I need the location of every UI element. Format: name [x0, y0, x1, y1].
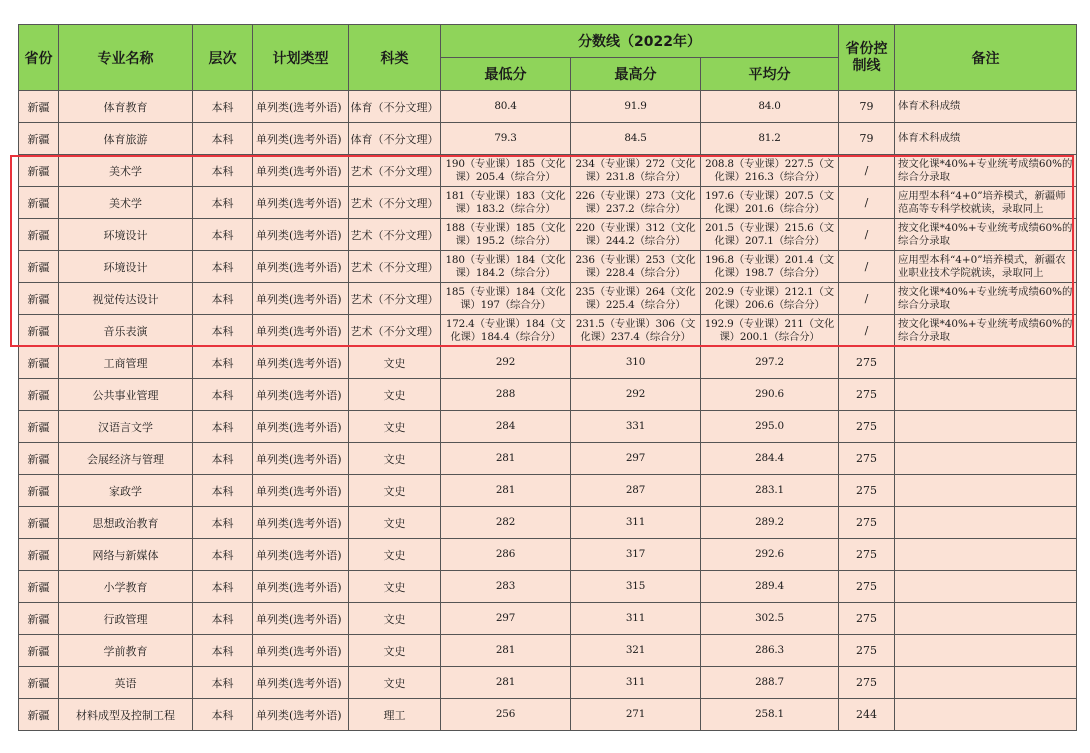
- cell-province: 新疆: [19, 347, 59, 379]
- cell-province: 新疆: [19, 187, 59, 219]
- cell-note: [895, 667, 1077, 699]
- cell-avg-score: 197.6（专业课）207.5（文化课）201.6（综合分）: [701, 187, 839, 219]
- cell-level: 本科: [193, 379, 253, 411]
- cell-avg-score: 81.2: [701, 123, 839, 155]
- cell-max-score: 321: [571, 635, 701, 667]
- cell-control-line: /: [839, 251, 895, 283]
- cell-category: 文史: [349, 379, 441, 411]
- cell-note: [895, 507, 1077, 539]
- table-row: [19, 443, 1077, 475]
- cell-major: 家政学: [59, 475, 193, 507]
- cell-control-line: 275: [839, 539, 895, 571]
- cell-control-line: /: [839, 283, 895, 315]
- cell-level: 本科: [193, 475, 253, 507]
- cell-category: 文史: [349, 635, 441, 667]
- table-row: [19, 123, 1077, 155]
- cell-min-score: 190（专业课）185（文化课）205.4（综合分）: [441, 155, 571, 187]
- cell-province: 新疆: [19, 315, 59, 347]
- cell-max-score: 91.9: [571, 91, 701, 123]
- cell-min-score: 297: [441, 603, 571, 635]
- cell-max-score: 311: [571, 507, 701, 539]
- cell-note: [895, 411, 1077, 443]
- cell-max-score: 271: [571, 699, 701, 731]
- cell-max-score: 331: [571, 411, 701, 443]
- cell-major: 环境设计: [59, 219, 193, 251]
- cell-control-line: /: [839, 315, 895, 347]
- header-note: 备注: [895, 25, 1077, 91]
- cell-max-score: 84.5: [571, 123, 701, 155]
- cell-control-line: 275: [839, 443, 895, 475]
- cell-level: 本科: [193, 219, 253, 251]
- cell-max-score: 311: [571, 603, 701, 635]
- header-major: 专业名称: [59, 25, 193, 91]
- table-row: [19, 347, 1077, 379]
- table-row: [19, 635, 1077, 667]
- table-row: [19, 283, 1077, 315]
- cell-min-score: 281: [441, 667, 571, 699]
- cell-level: 本科: [193, 155, 253, 187]
- cell-avg-score: 202.9（专业课）212.1（文化课）206.6（综合分）: [701, 283, 839, 315]
- cell-control-line: /: [839, 155, 895, 187]
- cell-category: 艺术（不分文理）: [349, 315, 441, 347]
- cell-min-score: 282: [441, 507, 571, 539]
- cell-province: 新疆: [19, 283, 59, 315]
- cell-note: [895, 699, 1077, 731]
- cell-major: 体育教育: [59, 91, 193, 123]
- table-body: [19, 91, 1077, 731]
- cell-category: 文史: [349, 667, 441, 699]
- cell-category: 艺术（不分文理）: [349, 219, 441, 251]
- cell-level: 本科: [193, 667, 253, 699]
- cell-avg-score: 196.8（专业课）201.4（文化课）198.7（综合分）: [701, 251, 839, 283]
- cell-major: 美术学: [59, 187, 193, 219]
- table-row: [19, 699, 1077, 731]
- cell-plan-type: 单列类(选考外语): [253, 155, 349, 187]
- header-province: 省份: [19, 25, 59, 91]
- cell-plan-type: 单列类(选考外语): [253, 219, 349, 251]
- cell-min-score: 256: [441, 699, 571, 731]
- cell-major: 美术学: [59, 155, 193, 187]
- table-row: [19, 507, 1077, 539]
- cell-avg-score: 302.5: [701, 603, 839, 635]
- cell-level: 本科: [193, 315, 253, 347]
- cell-max-score: 311: [571, 667, 701, 699]
- cell-control-line: 275: [839, 571, 895, 603]
- cell-avg-score: 283.1: [701, 475, 839, 507]
- cell-level: 本科: [193, 603, 253, 635]
- cell-plan-type: 单列类(选考外语): [253, 667, 349, 699]
- cell-major: 学前教育: [59, 635, 193, 667]
- cell-avg-score: 292.6: [701, 539, 839, 571]
- table-row: [19, 187, 1077, 219]
- cell-province: 新疆: [19, 155, 59, 187]
- admission-score-table: [18, 24, 1077, 731]
- cell-level: 本科: [193, 123, 253, 155]
- cell-province: 新疆: [19, 571, 59, 603]
- cell-level: 本科: [193, 571, 253, 603]
- cell-province: 新疆: [19, 667, 59, 699]
- header-plan-type: 计划类型: [253, 25, 349, 91]
- cell-category: 理工: [349, 699, 441, 731]
- cell-note: [895, 603, 1077, 635]
- cell-note: [895, 635, 1077, 667]
- cell-note: 体育术科成绩: [895, 123, 1077, 155]
- cell-control-line: 79: [839, 91, 895, 123]
- cell-control-line: 275: [839, 347, 895, 379]
- cell-avg-score: 192.9（专业课）211（文化课）200.1（综合分）: [701, 315, 839, 347]
- table-row: [19, 539, 1077, 571]
- header-avg-score: 平均分: [701, 58, 839, 91]
- cell-control-line: /: [839, 187, 895, 219]
- cell-province: 新疆: [19, 507, 59, 539]
- cell-max-score: 226（专业课）273（文化课）237.2（综合分）: [571, 187, 701, 219]
- table-row: [19, 411, 1077, 443]
- cell-min-score: 180（专业课）184（文化课）184.2（综合分）: [441, 251, 571, 283]
- table-row: [19, 571, 1077, 603]
- cell-level: 本科: [193, 443, 253, 475]
- cell-major: 环境设计: [59, 251, 193, 283]
- cell-category: 体育（不分文理）: [349, 91, 441, 123]
- cell-plan-type: 单列类(选考外语): [253, 507, 349, 539]
- cell-min-score: 281: [441, 635, 571, 667]
- cell-level: 本科: [193, 635, 253, 667]
- cell-avg-score: 297.2: [701, 347, 839, 379]
- cell-note: [895, 571, 1077, 603]
- cell-note: 按文化课*40%+专业统考成绩60%的综合分录取: [895, 219, 1077, 251]
- cell-note: [895, 539, 1077, 571]
- cell-major: 网络与新媒体: [59, 539, 193, 571]
- cell-control-line: 275: [839, 475, 895, 507]
- cell-note: [895, 347, 1077, 379]
- cell-avg-score: 290.6: [701, 379, 839, 411]
- cell-major: 材料成型及控制工程: [59, 699, 193, 731]
- cell-category: 艺术（不分文理）: [349, 187, 441, 219]
- cell-level: 本科: [193, 187, 253, 219]
- cell-plan-type: 单列类(选考外语): [253, 571, 349, 603]
- cell-note: [895, 379, 1077, 411]
- cell-category: 文史: [349, 411, 441, 443]
- cell-province: 新疆: [19, 635, 59, 667]
- cell-major: 音乐表演: [59, 315, 193, 347]
- cell-max-score: 234（专业课）272（文化课）231.8（综合分）: [571, 155, 701, 187]
- cell-province: 新疆: [19, 379, 59, 411]
- cell-major: 小学教育: [59, 571, 193, 603]
- cell-max-score: 315: [571, 571, 701, 603]
- cell-major: 工商管理: [59, 347, 193, 379]
- cell-plan-type: 单列类(选考外语): [253, 251, 349, 283]
- cell-category: 文史: [349, 507, 441, 539]
- cell-plan-type: 单列类(选考外语): [253, 315, 349, 347]
- cell-province: 新疆: [19, 219, 59, 251]
- cell-plan-type: 单列类(选考外语): [253, 443, 349, 475]
- cell-category: 体育（不分文理）: [349, 123, 441, 155]
- cell-category: 文史: [349, 475, 441, 507]
- cell-avg-score: 288.7: [701, 667, 839, 699]
- cell-plan-type: 单列类(选考外语): [253, 123, 349, 155]
- cell-control-line: 275: [839, 379, 895, 411]
- header-score-group: 分数线（2022年）: [441, 25, 839, 58]
- cell-major: 英语: [59, 667, 193, 699]
- cell-avg-score: 84.0: [701, 91, 839, 123]
- cell-min-score: 172.4（专业课）184（文化课）184.4（综合分）: [441, 315, 571, 347]
- cell-province: 新疆: [19, 91, 59, 123]
- cell-level: 本科: [193, 699, 253, 731]
- cell-province: 新疆: [19, 475, 59, 507]
- cell-major: 行政管理: [59, 603, 193, 635]
- cell-control-line: 275: [839, 411, 895, 443]
- cell-major: 视觉传达设计: [59, 283, 193, 315]
- cell-min-score: 79.3: [441, 123, 571, 155]
- cell-avg-score: 201.5（专业课）215.6（文化课）207.1（综合分）: [701, 219, 839, 251]
- cell-control-line: 79: [839, 123, 895, 155]
- cell-max-score: 297: [571, 443, 701, 475]
- cell-province: 新疆: [19, 123, 59, 155]
- table-row: [19, 603, 1077, 635]
- cell-category: 文史: [349, 571, 441, 603]
- cell-note: 按文化课*40%+专业统考成绩60%的综合分录取: [895, 283, 1077, 315]
- cell-level: 本科: [193, 283, 253, 315]
- header-level: 层次: [193, 25, 253, 91]
- table-row: [19, 155, 1077, 187]
- cell-level: 本科: [193, 507, 253, 539]
- cell-max-score: 287: [571, 475, 701, 507]
- cell-category: 艺术（不分文理）: [349, 155, 441, 187]
- cell-province: 新疆: [19, 539, 59, 571]
- cell-province: 新疆: [19, 699, 59, 731]
- header-max-score: 最高分: [571, 58, 701, 91]
- header-min-score: 最低分: [441, 58, 571, 91]
- cell-min-score: 288: [441, 379, 571, 411]
- cell-level: 本科: [193, 539, 253, 571]
- cell-min-score: 80.4: [441, 91, 571, 123]
- cell-max-score: 317: [571, 539, 701, 571]
- cell-max-score: 220（专业课）312（文化课）244.2（综合分）: [571, 219, 701, 251]
- cell-avg-score: 208.8（专业课）227.5（文化课）216.3（综合分）: [701, 155, 839, 187]
- table-row: [19, 315, 1077, 347]
- cell-province: 新疆: [19, 443, 59, 475]
- header-category: 科类: [349, 25, 441, 91]
- header-control-line: 省份控制线: [839, 25, 895, 91]
- table-row: [19, 475, 1077, 507]
- cell-plan-type: 单列类(选考外语): [253, 283, 349, 315]
- table-row: [19, 91, 1077, 123]
- cell-min-score: 185（专业课）184（文化课）197（综合分）: [441, 283, 571, 315]
- cell-note: [895, 443, 1077, 475]
- cell-category: 文史: [349, 539, 441, 571]
- cell-control-line: 244: [839, 699, 895, 731]
- cell-max-score: 235（专业课）264（文化课）225.4（综合分）: [571, 283, 701, 315]
- cell-avg-score: 286.3: [701, 635, 839, 667]
- cell-avg-score: 284.4: [701, 443, 839, 475]
- cell-note: 按文化课*40%+专业统考成绩60%的综合分录取: [895, 315, 1077, 347]
- cell-note: 体育术科成绩: [895, 91, 1077, 123]
- cell-avg-score: 289.2: [701, 507, 839, 539]
- cell-min-score: 292: [441, 347, 571, 379]
- cell-note: 应用型本科“4+0”培养模式，新疆农业职业技术学院就读，录取同上: [895, 251, 1077, 283]
- cell-plan-type: 单列类(选考外语): [253, 379, 349, 411]
- cell-min-score: 181（专业课）183（文化课）183.2（综合分）: [441, 187, 571, 219]
- cell-category: 文史: [349, 443, 441, 475]
- cell-major: 体育旅游: [59, 123, 193, 155]
- cell-min-score: 283: [441, 571, 571, 603]
- cell-province: 新疆: [19, 603, 59, 635]
- cell-plan-type: 单列类(选考外语): [253, 635, 349, 667]
- cell-avg-score: 289.4: [701, 571, 839, 603]
- cell-note: [895, 475, 1077, 507]
- table-row: [19, 379, 1077, 411]
- cell-category: 文史: [349, 347, 441, 379]
- cell-control-line: 275: [839, 603, 895, 635]
- cell-major: 公共事业管理: [59, 379, 193, 411]
- cell-min-score: 281: [441, 443, 571, 475]
- cell-plan-type: 单列类(选考外语): [253, 411, 349, 443]
- cell-control-line: 275: [839, 507, 895, 539]
- cell-province: 新疆: [19, 411, 59, 443]
- cell-level: 本科: [193, 251, 253, 283]
- cell-major: 思想政治教育: [59, 507, 193, 539]
- cell-plan-type: 单列类(选考外语): [253, 539, 349, 571]
- cell-category: 艺术（不分文理）: [349, 283, 441, 315]
- cell-level: 本科: [193, 347, 253, 379]
- cell-min-score: 281: [441, 475, 571, 507]
- cell-max-score: 231.5（专业课）306（文化课）237.4（综合分）: [571, 315, 701, 347]
- cell-max-score: 292: [571, 379, 701, 411]
- cell-control-line: 275: [839, 667, 895, 699]
- cell-province: 新疆: [19, 251, 59, 283]
- cell-major: 汉语言文学: [59, 411, 193, 443]
- cell-avg-score: 295.0: [701, 411, 839, 443]
- cell-level: 本科: [193, 411, 253, 443]
- cell-category: 文史: [349, 603, 441, 635]
- cell-plan-type: 单列类(选考外语): [253, 91, 349, 123]
- cell-plan-type: 单列类(选考外语): [253, 187, 349, 219]
- cell-plan-type: 单列类(选考外语): [253, 475, 349, 507]
- cell-min-score: 284: [441, 411, 571, 443]
- cell-min-score: 286: [441, 539, 571, 571]
- cell-note: 按文化课*40%+专业统考成绩60%的综合分录取: [895, 155, 1077, 187]
- table-row: [19, 667, 1077, 699]
- cell-max-score: 236（专业课）253（文化课）228.4（综合分）: [571, 251, 701, 283]
- table-row: [19, 251, 1077, 283]
- cell-note: 应用型本科“4+0”培养模式，新疆师范高等专科学校就读，录取同上: [895, 187, 1077, 219]
- table-row: [19, 219, 1077, 251]
- cell-plan-type: 单列类(选考外语): [253, 347, 349, 379]
- cell-avg-score: 258.1: [701, 699, 839, 731]
- cell-control-line: /: [839, 219, 895, 251]
- cell-control-line: 275: [839, 635, 895, 667]
- cell-plan-type: 单列类(选考外语): [253, 699, 349, 731]
- cell-max-score: 310: [571, 347, 701, 379]
- cell-min-score: 188（专业课）185（文化课）195.2（综合分）: [441, 219, 571, 251]
- cell-major: 会展经济与管理: [59, 443, 193, 475]
- cell-category: 艺术（不分文理）: [349, 251, 441, 283]
- cell-plan-type: 单列类(选考外语): [253, 603, 349, 635]
- cell-level: 本科: [193, 91, 253, 123]
